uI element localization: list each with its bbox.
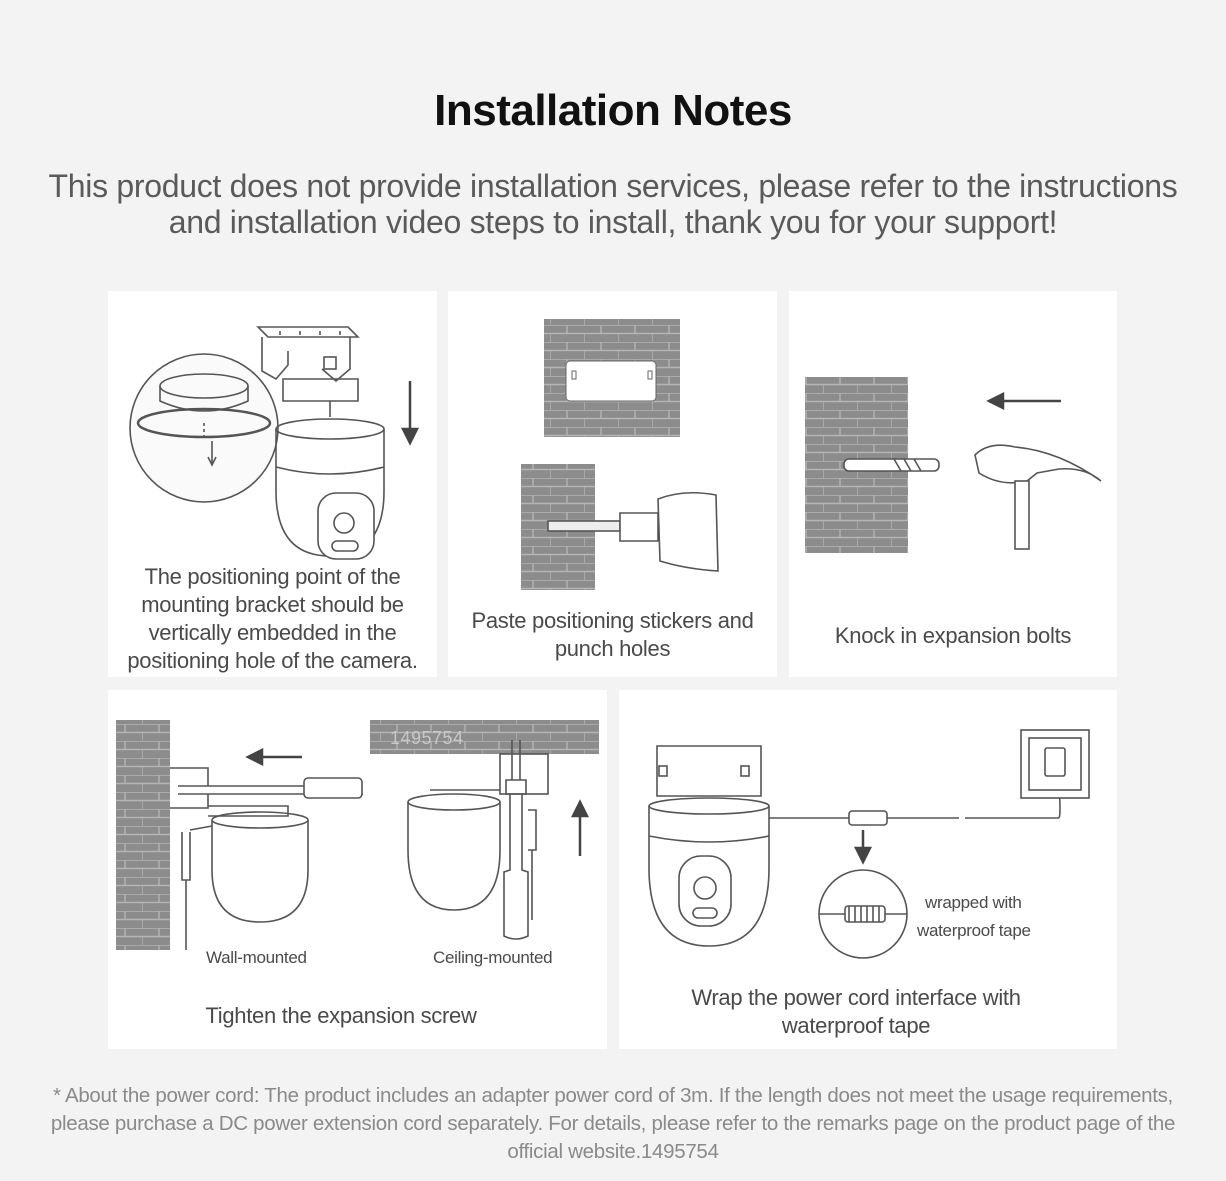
intro-text: This product does not provide installation services, please refer to the instructions and installation video steps to install, thank you for your support! bbox=[48, 168, 1178, 240]
label-wall-mounted: Wall-mounted bbox=[206, 948, 307, 967]
step-caption-drill: Paste positioning stickers and punch holes bbox=[471, 608, 754, 661]
hammer-bolts-illustration bbox=[789, 291, 1117, 677]
step-panel-bracket bbox=[108, 291, 437, 677]
label-ceiling-mounted: Ceiling-mounted bbox=[433, 948, 553, 967]
step-caption-screw: Tighten the expansion screw bbox=[205, 1003, 477, 1028]
page-title: Installation Notes bbox=[434, 86, 792, 135]
step-caption-bolts: Knock in expansion bolts bbox=[834, 623, 1072, 648]
screw-mounting-illustration bbox=[108, 690, 607, 1049]
label-wrapped-with: wrapped with bbox=[925, 893, 1022, 912]
step-caption-tape: Wrap the power cord interface with waterproof tape bbox=[691, 985, 1021, 1038]
step-caption-bracket: The positioning point of the mounting bracket should be vertically embedded in the positioning hole of the camera. bbox=[127, 564, 418, 673]
watermark: 1495754 bbox=[390, 728, 464, 748]
label-waterproof-tape: waterproof tape bbox=[917, 921, 1031, 940]
step-panel-tape bbox=[619, 690, 1117, 1049]
step-panel-screw bbox=[108, 690, 607, 1049]
power-cord-footnote: * About the power cord: The product includes an adapter power cord of 3m. If the length does not meet the usage requirements, please purchase a DC power extension cord separately. For details, please refer to the remarks page on the product page of the official website.1495754 bbox=[50, 1084, 1176, 1163]
step-panel-drill bbox=[448, 291, 777, 677]
step-panel-bolts bbox=[789, 291, 1117, 677]
